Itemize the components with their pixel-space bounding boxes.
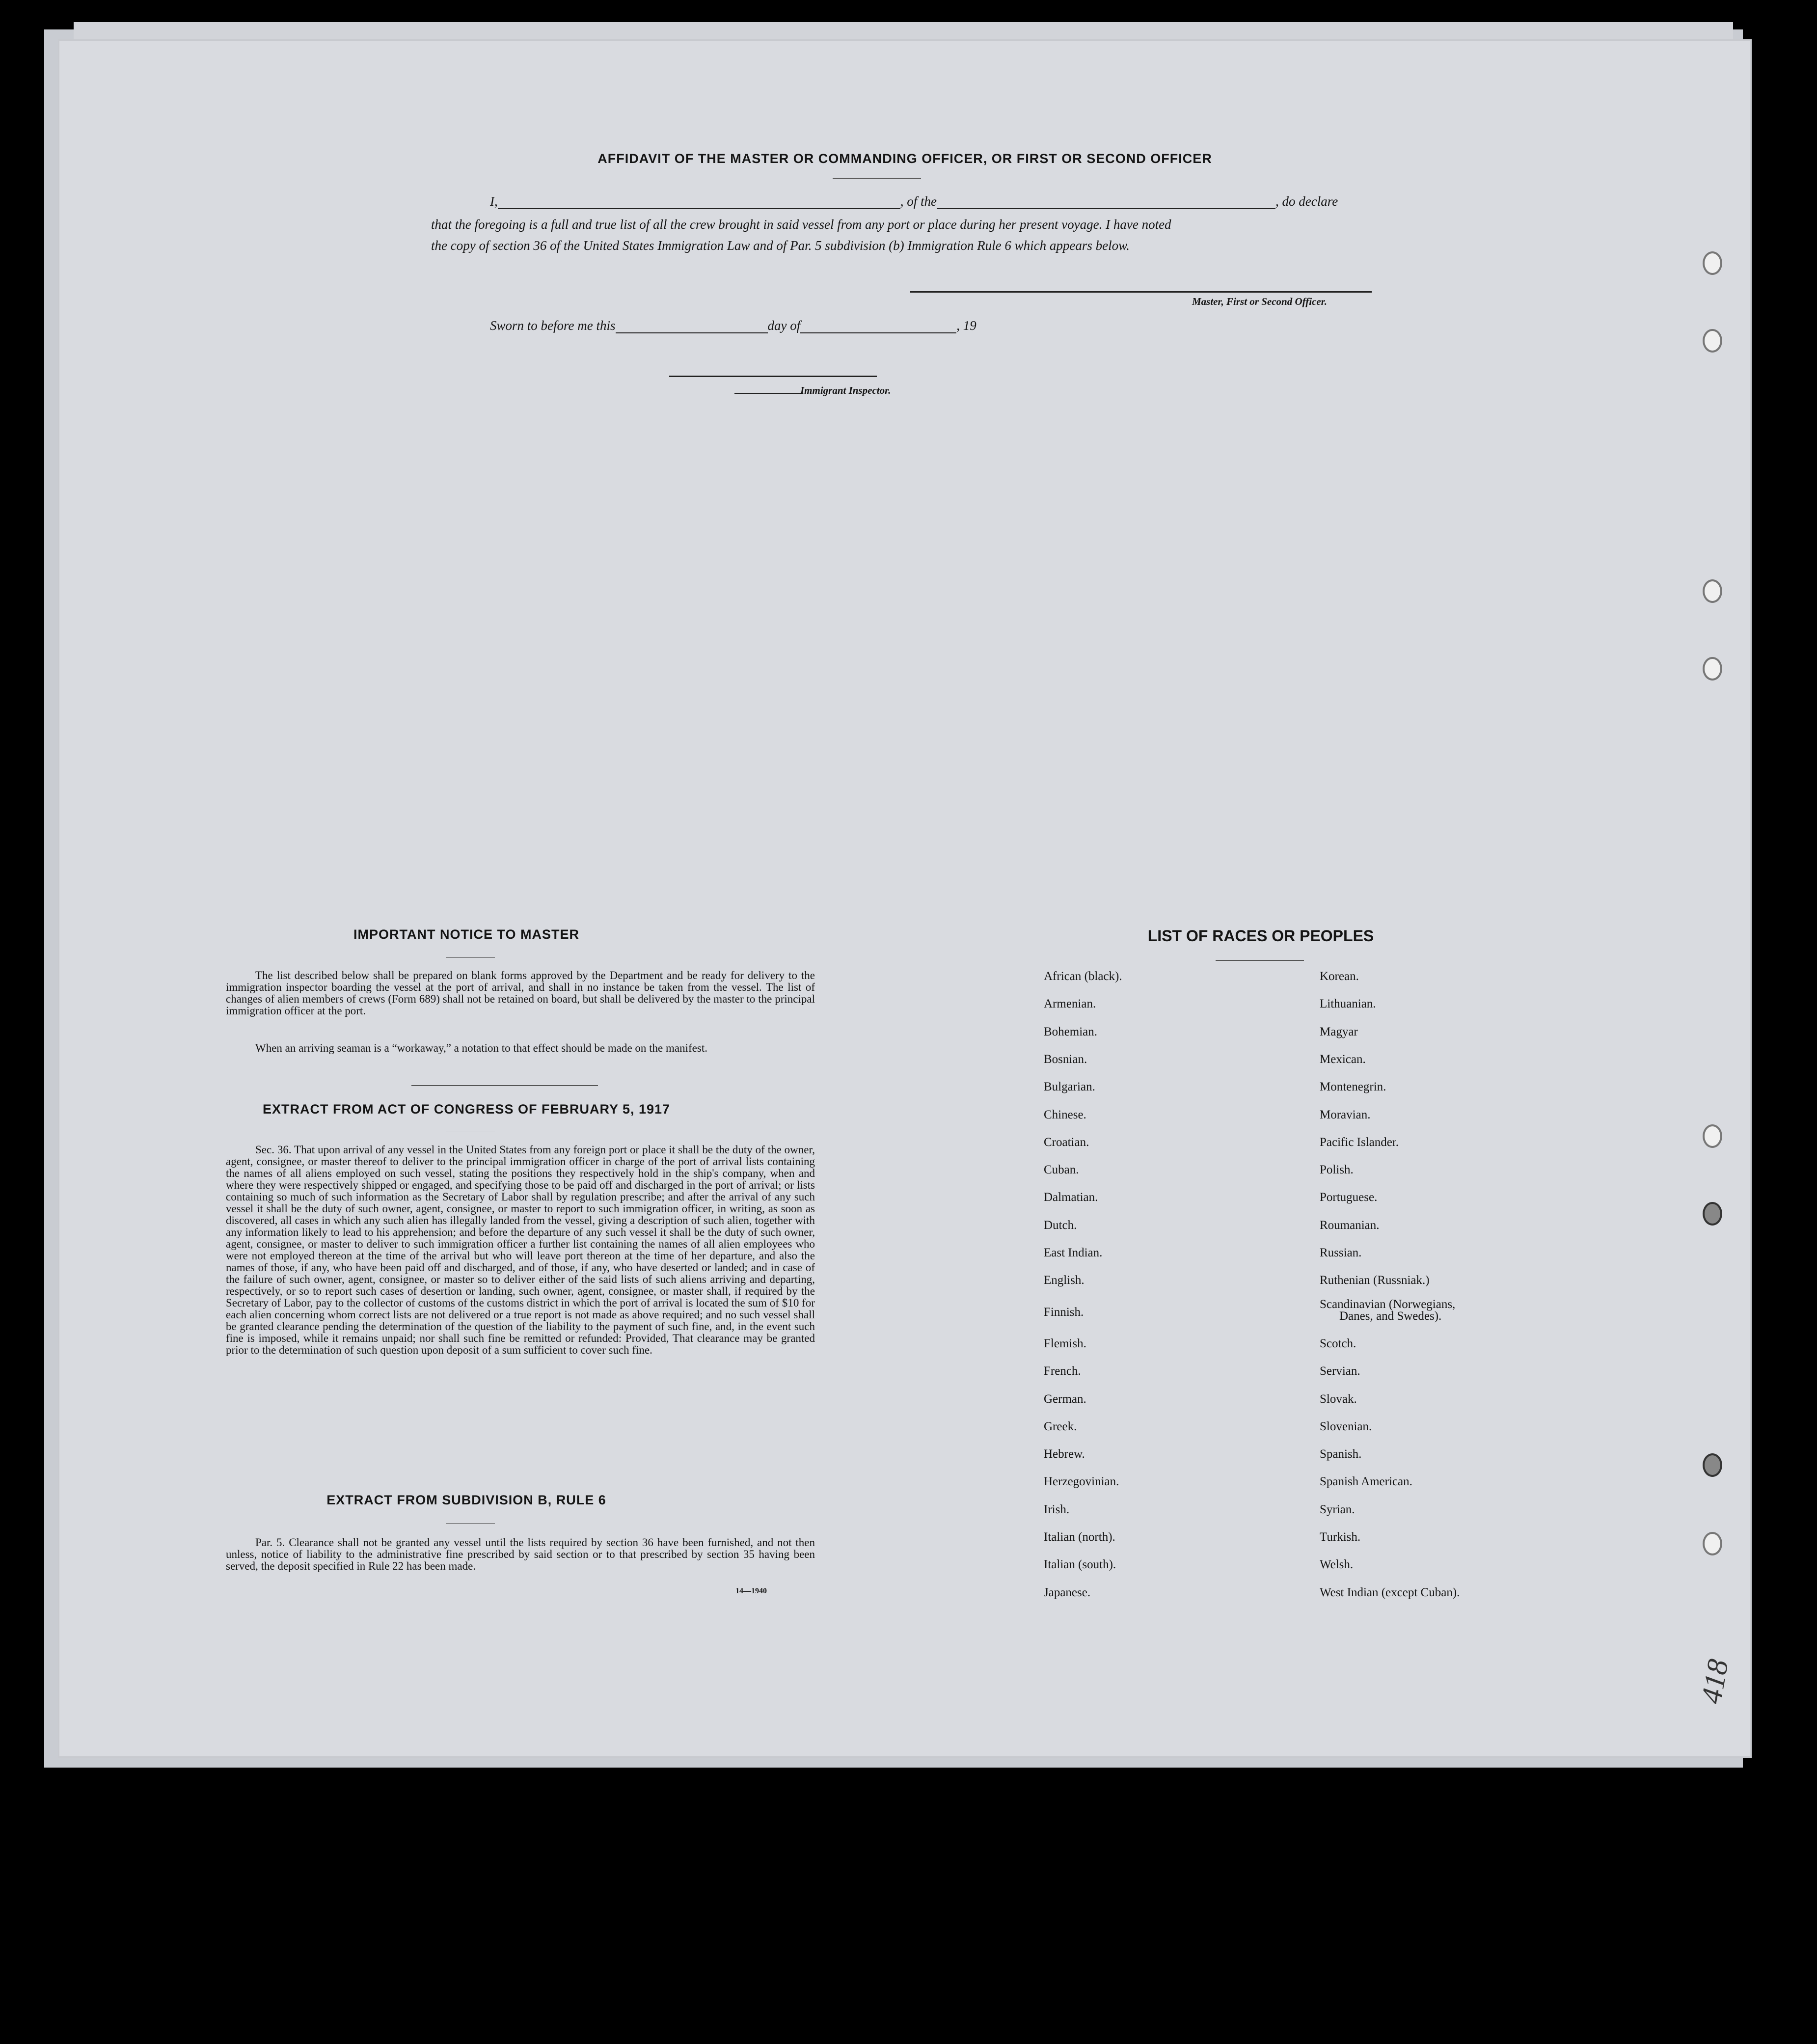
- sworn-label: Sworn to before me this: [490, 318, 616, 333]
- race-item: Finnish.: [1044, 1305, 1084, 1319]
- race-item: Portuguese.: [1320, 1191, 1378, 1204]
- binder-hole: [1703, 1453, 1722, 1477]
- notice-title: IMPORTANT NOTICE TO MASTER: [353, 927, 579, 942]
- binder-hole: [1703, 579, 1722, 603]
- race-item: Italian (north).: [1044, 1530, 1115, 1544]
- race-item: Scandinavian (Norwegians,: [1320, 1297, 1456, 1311]
- race-item: Moravian.: [1320, 1108, 1371, 1121]
- race-item: East Indian.: [1044, 1246, 1103, 1259]
- race-item: Polish.: [1320, 1163, 1354, 1177]
- race-item: French.: [1044, 1364, 1081, 1378]
- affidavit-line-3: the copy of section 36 of the United States Immigration Law and of Par. 5 subdivision (b) Immigration Rule 6 which appears below.: [431, 238, 1130, 253]
- month-field[interactable]: [800, 321, 956, 333]
- race-item: Magyar: [1320, 1025, 1358, 1038]
- race-item: Bosnian.: [1044, 1052, 1087, 1066]
- manifest-page: [58, 39, 1752, 1758]
- race-item: Armenian.: [1044, 997, 1096, 1011]
- race-item: Greek.: [1044, 1419, 1077, 1433]
- do-declare-label: , do declare: [1275, 194, 1338, 209]
- race-item-continuation: Danes, and Swedes).: [1339, 1309, 1442, 1323]
- race-item: Turkish.: [1320, 1530, 1361, 1544]
- inspector-line-short: [734, 393, 801, 394]
- form-number: 14—1940: [735, 1587, 767, 1595]
- race-item: Croatian.: [1044, 1135, 1089, 1149]
- signature-caption: Master, First or Second Officer.: [1192, 296, 1327, 307]
- affidavit-title: AFFIDAVIT OF THE MASTER OR COMMANDING OFFICER, OR FIRST OR SECOND OFFICER: [597, 151, 1212, 166]
- day-field[interactable]: [616, 321, 768, 333]
- race-item: Mexican.: [1320, 1052, 1366, 1066]
- divider: [411, 1085, 598, 1086]
- notice-paragraph-2: When an arriving seaman is a “workaway,” a notation to that effect should be made on the manifest.: [255, 1042, 707, 1054]
- race-item: Slovak.: [1320, 1392, 1357, 1406]
- race-item: Flemish.: [1044, 1336, 1086, 1350]
- handwritten-page-number: 418: [1695, 1657, 1735, 1706]
- race-item: Italian (south).: [1044, 1558, 1116, 1572]
- divider: [833, 178, 921, 179]
- inspector-line[interactable]: [669, 376, 877, 377]
- race-item: Servian.: [1320, 1364, 1360, 1378]
- race-item: English.: [1044, 1274, 1085, 1287]
- day-of-label: day of: [767, 318, 801, 333]
- inspector-caption: Immigrant Inspector.: [800, 384, 891, 396]
- binder-hole: [1703, 1202, 1722, 1226]
- race-item: Bulgarian.: [1044, 1080, 1095, 1094]
- binder-hole: [1703, 1532, 1722, 1555]
- affidavit-line-2: that the foregoing is a full and true list of all the crew brought in said vessel from any port or place during her present voyage. I have noted: [431, 217, 1171, 232]
- year-label: , 19: [956, 318, 976, 333]
- races-title: LIST OF RACES OR PEOPLES: [1147, 927, 1374, 945]
- race-item: Dutch.: [1044, 1218, 1077, 1232]
- i-label: I,: [490, 194, 498, 209]
- signature-line[interactable]: [910, 291, 1372, 293]
- race-item: Dalmatian.: [1044, 1191, 1098, 1204]
- name-field[interactable]: [498, 196, 900, 209]
- race-item: Pacific Islander.: [1320, 1135, 1399, 1149]
- binder-hole: [1703, 251, 1722, 275]
- race-item: Chinese.: [1044, 1108, 1086, 1121]
- race-item: Bohemian.: [1044, 1025, 1098, 1038]
- binder-hole: [1703, 1124, 1722, 1148]
- race-item: Roumanian.: [1320, 1218, 1380, 1232]
- extract2-text: Par. 5. Clearance shall not be granted any vessel until the lists required by section 36 have been furnished, and not then unless, notice of liability to the administrative fine prescribed by said section or to that prescribed by section 35 having been served, the deposit specified in Rule 22 has been made.: [226, 1536, 815, 1572]
- race-item: Korean.: [1320, 970, 1359, 983]
- divider: [446, 1523, 495, 1524]
- race-item: Ruthenian (Russniak.): [1320, 1274, 1430, 1287]
- race-item: African (black).: [1044, 970, 1122, 983]
- race-item: Irish.: [1044, 1502, 1070, 1516]
- race-item: Lithuanian.: [1320, 997, 1376, 1011]
- extract2-title: EXTRACT FROM SUBDIVISION B, RULE 6: [326, 1493, 606, 1507]
- binder-hole: [1703, 657, 1722, 681]
- notice-paragraph-1: The list described below shall be prepared on blank forms approved by the Department and be ready for delivery to the immigration inspector boarding the vessel at the port of arrival, and shall in no instance be taken from the vessel. The list of changes of alien members of crews (Form 689) shall not be retained on board, but shall be delivered by the master to the principal immigration officer at the port.: [226, 969, 815, 1017]
- race-item: Herzegovinian.: [1044, 1475, 1119, 1489]
- extract1-title: EXTRACT FROM ACT OF CONGRESS OF FEBRUARY 5, 1917: [262, 1102, 671, 1117]
- race-item: Japanese.: [1044, 1585, 1091, 1599]
- race-item: Montenegrin.: [1320, 1080, 1386, 1094]
- race-item: Syrian.: [1320, 1502, 1355, 1516]
- vessel-field[interactable]: [937, 196, 1275, 209]
- extract1-text: Sec. 36. That upon arrival of any vessel in the United States from any foreign port or place it shall be the duty of the owner, agent, consignee, or master thereof to deliver to the principal immigration officer in charge of the port of arrival lists containing the names of all aliens employed on such vessel, stating the positions they respectively hold in the ship's company, when and where they were respectively shipped or engaged, and specifying those to be paid off and discharged in the port of arrival; or lists containing so much of such information as the Secretary of Labor shall by regulation prescribe; and after the arrival of any such vessel it shall be the duty of such owner, agent, consignee, or master to report to such immigration officer, in writing, as soon as discovered, all cases in which any such alien has illegally landed from the vessel, giving a description of such alien, together with any information likely to lead to his apprehension; and before the departure of any such vessel it shall be the duty of such owner, agent, consignee, or master to deliver to such immigration officer a further list containing the names of all alien employees who were not employed thereon at the time of the arrival but who will leave port thereon at the time of her departure, and also the names of those, if any, who have been paid off and discharged, and of those, if any, who have deserted or landed; and in case of the failure of such owner, agent, consignee, or master so to deliver either of the said lists of such aliens arriving and departing, respectively, or so to report such cases of desertion or landing, such owner, agent, consignee, or master shall, if required by the Secretary of Labor, pay to the collector of customs of the customs district in which the port of arrival is located the sum of $10 for each alien concerning whom correct lists are not delivered or a true report is not made as above required; and no such vessel shall be granted clearance pending the determination of the question of the liability to the payment of such fine, and, in the event such fine is imposed, while it remains unpaid; nor shall such fine be remitted or refunded: Provided, That clearance may be granted prior to the determination of such question upon deposit of a sum sufficient to cover such fine.: [226, 1144, 815, 1356]
- divider: [446, 957, 495, 958]
- sworn-line: [490, 318, 976, 333]
- race-item: Hebrew.: [1044, 1447, 1085, 1461]
- divider: [1216, 960, 1304, 961]
- binder-hole: [1703, 329, 1722, 353]
- race-item: Spanish American.: [1320, 1475, 1412, 1489]
- affidavit-line-1: [490, 194, 1338, 209]
- race-item: Slovenian.: [1320, 1419, 1372, 1433]
- race-item: West Indian (except Cuban).: [1320, 1585, 1460, 1599]
- of-the-label: , of the: [900, 194, 937, 209]
- race-item: Russian.: [1320, 1246, 1362, 1259]
- race-item: Spanish.: [1320, 1447, 1362, 1461]
- race-item: Scotch.: [1320, 1336, 1356, 1350]
- race-item: German.: [1044, 1392, 1086, 1406]
- race-item: Welsh.: [1320, 1558, 1354, 1572]
- race-item: Cuban.: [1044, 1163, 1079, 1177]
